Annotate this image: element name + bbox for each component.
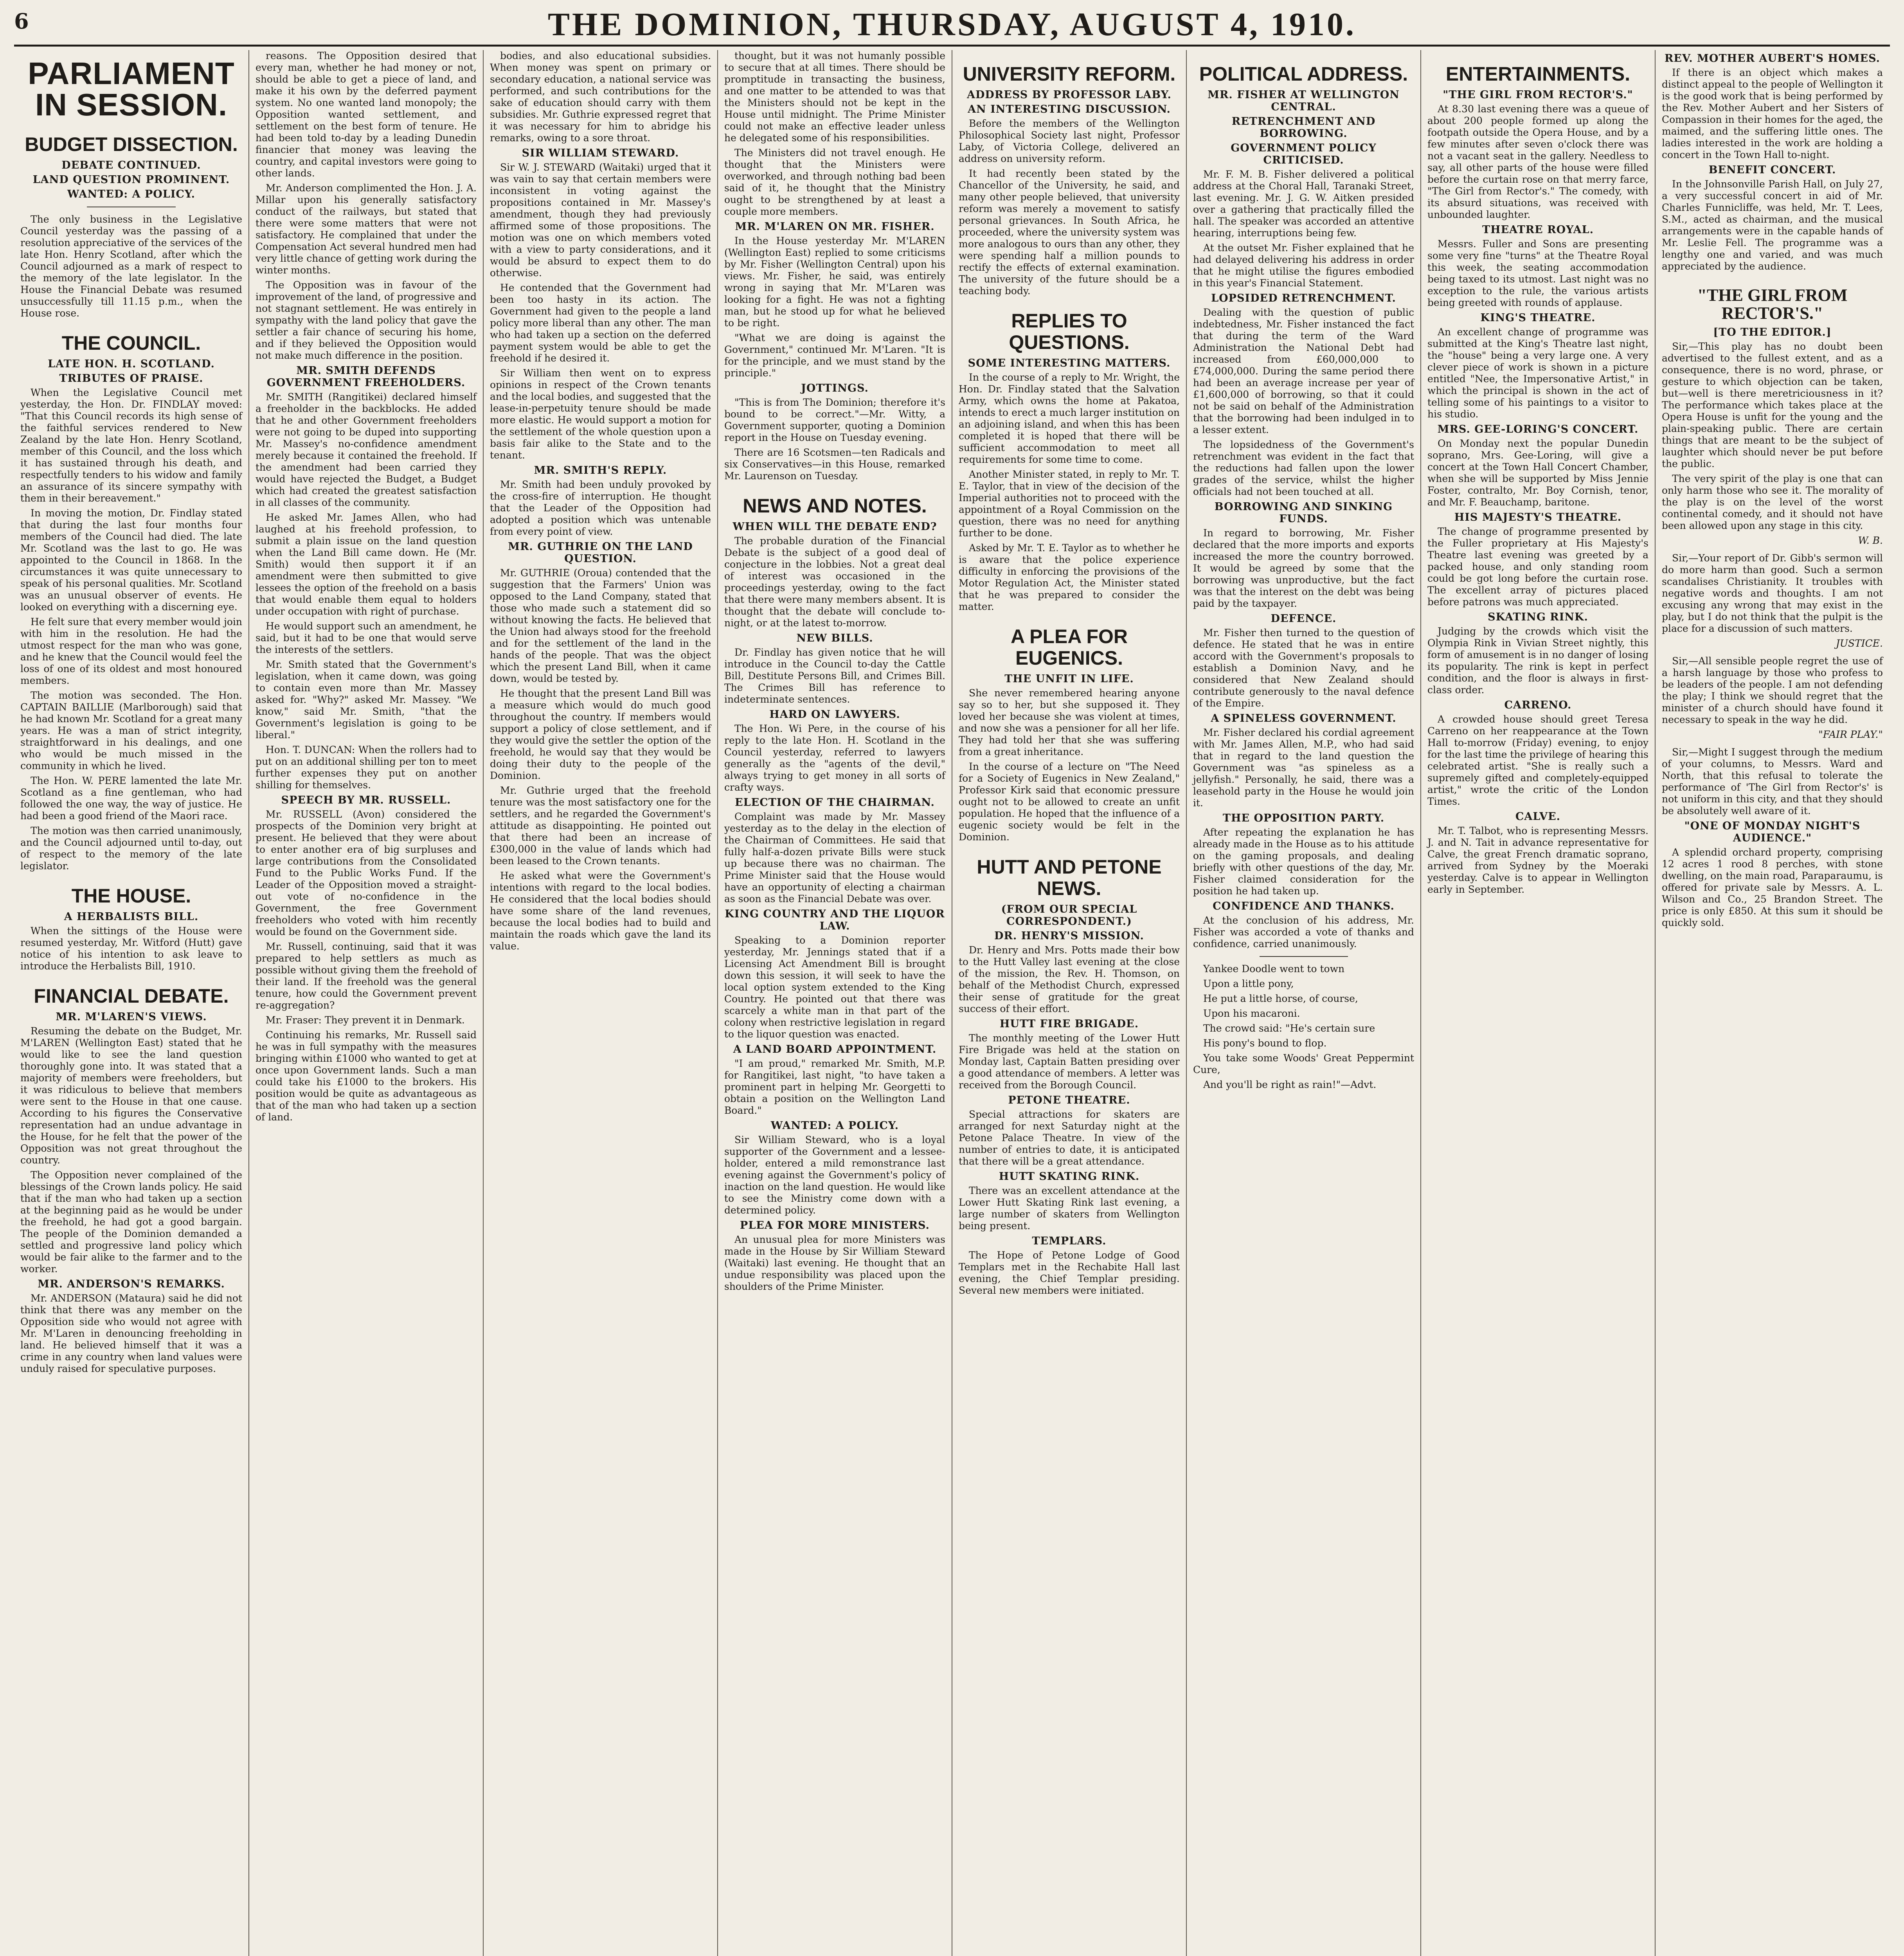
column-4 [717,50,952,1956]
article-paragraph: At the conclusion of his address, Mr. Fisher was accorded a vote of thanks and confidence, carried unanimously. [1193,915,1414,949]
article-paragraph: "What we are doing is against the Government," continued Mr. M'Laren. "It is for the principle, and we must stand by the principle." [724,332,945,379]
subheading: HUTT FIRE BRIGADE. [999,1018,1139,1030]
subheading: DR. HENRY'S MISSION. [994,930,1144,942]
article-paragraph: Another Minister stated, in reply to Mr. T. E. Taylor, that in view of the decision of the Imperial authorities not to proceed with the appointment of a Royal Commission on the question, there was no need for anything further to be done. [959,469,1180,539]
article-paragraph: Speaking to a Dominion reporter yesterday, Mr. Jennings stated that if a Licensing Act Amendment Bill is brought down this session, it will seek to have the local option system extended to the King Country. He pointed out that there was scarcely a white man in that part of the colony when restrictive legislation in regard to the liquor question was enacted. [724,935,945,1040]
column-2 [248,50,483,1956]
article-paragraph: Mr. Fraser: They prevent it in Denmark. [266,1014,465,1026]
article-paragraph: On Monday next the popular Dunedin soprano, Mrs. Gee-Loring, will give a concert at the Town Hall Concert Chamber, when she will be supported by Miss Jennie Foster, contralto, Mr. Boy Cornish, tenor, and Mr. F. Beauchamp, baritone. [1427,438,1648,508]
article-paragraph: If there is an object which makes a distinct appeal to the people of Wellington it is the good work that is being performed by the Rev. Mother Aubert and her Sisters of Compassion in their homes for the aged, the maimed, and the suffering little ones. The ladies interested in the work are holding a concert in the Town Hall to-night. [1662,67,1883,160]
article-paragraph: thought, but it was not humanly possible to secure that at all times. There should be promptitude in transacting the business, and one matter to be attended to was that the Ministers should not be kept in the House until midnight. The Prime Minister could not make an effective leader unless he delegated some of his responsibilities. [724,50,945,144]
column-8 [1655,50,1889,1956]
article-paragraph: Mr. Fisher then turned to the question of defence. He stated that he was in entire accord with the Government's proposals to establish a Dominion Navy, and he considered that New Zealand should contribute generously to the naval defence of the Empire. [1193,627,1414,709]
advert-line: He put a little horse, of course, [1203,993,1358,1004]
article-paragraph: The lopsidedness of the Government's retrenchment was evident in the fact that the reductions had fallen upon the lower grades of the service, whilst the higher officials had not been touched at all. [1193,439,1414,497]
subheading: PLEA FOR MORE MINISTERS. [740,1219,930,1231]
advert-line: His pony's bound to flop. [1203,1037,1327,1049]
article-paragraph: Dr. Henry and Mrs. Potts made their bow to the Hutt Valley last evening at the close of the mission, the Rev. H. Thomson, on behalf of the Methodist Church, expressed their sense of gratitude for the great success of their effort. [959,944,1180,1014]
subheading: MR. GUTHRIE ON THE LAND QUESTION. [508,541,693,565]
article-paragraph: Hon. T. DUNCAN: When the rollers had to put on an additional shilling per ton to meet further expenses they put on another shilling for themselves. [256,744,477,791]
article-paragraph: The Opposition was in favour of the improvement of the land, of progressive and not stagnant settlement. He was entirely in sympathy with the land policy that gave the settler a fair chance of securing his home, and if they believed the Opposition would not make much difference in the position. [256,279,477,361]
subheading: DEBATE CONTINUED. [61,159,201,171]
subheading: RETRENCHMENT AND BORROWING. [1231,115,1376,140]
article-paragraph: Dr. Findlay has given notice that he will introduce in the Council to-day the Cattle Bill, Destitute Persons Bill, and Crimes Bill. The Crimes Bill has reference to indeterminate sentences. [724,647,945,705]
article-paragraph: Mr. Russell, continuing, said that it was prepared to help settlers as much as possible without giving them the freehold of their land. If the freehold was the general tenure, how could the Government prevent re-aggregation? [256,941,477,1011]
subheading: TEMPLARS. [1032,1235,1107,1247]
article-paragraph: The Hon. W. PERE lamented the late Mr. Scotland as a fine gentleman, who had followed the one way, the way of justice. He had been a good friend of the Maori race. [20,775,242,822]
article-paragraph: "This is from The Dominion; therefore it's bound to be correct."—Mr. Witty, a Government supporter, quoting a Dominion report in the House on Tuesday evening. [724,397,945,443]
section-headline: UNIVERSITY REFORM. [963,63,1176,85]
article-paragraph: Mr. RUSSELL (Avon) considered the prospects of the Dominion very bright at present. He believed that they were about to enter another era of big surpluses and large contributions from the Consolidated Fund to the Public Works Fund. If the Leader of the Opposition moved a straight-out vote of no-confidence in the Government, the free Government freeholders who voted with him recently would be found on the Government side. [256,809,477,937]
subheading: BENEFIT CONCERT. [1708,164,1836,176]
article-paragraph: bodies, and also educational subsidies. When money was spent on primary or secondary education, a national service was performed, and such contributions for the sake of education should carry with them subsidies. Mr. Guthrie expressed regret that it was necessary for him to abridge his remarks, owing to a sore throat. [490,50,711,144]
subheading: A LAND BOARD APPOINTMENT. [733,1043,937,1055]
subheading: (FROM OUR SPECIAL CORRESPONDENT.) [1001,903,1137,928]
article-paragraph: An excellent change of programme was submitted at the King's Theatre last night, the "house" being a very large one. A very clever piece of work is shown in a picture entitled "Nee, the Impersonative Artist," in which the principal is shown in the act of telling some of his paintings to a visitor to his studio. [1427,326,1648,420]
article-paragraph: The Hon. Wi Pere, in the course of his reply to the late Hon. H. Scotland in the Council yesterday, referred to lawyers generally as the "agents of the devil," always trying to get money in all sorts of crafty ways. [724,723,945,793]
masthead [14,5,1890,47]
subheading: TRIBUTES OF PRAISE. [59,372,203,385]
subheading: A SPINELESS GOVERNMENT. [1211,712,1397,725]
article-paragraph: A splendid orchard property, comprising 12 acres 1 rood 8 perches, with stone dwelling, on the main road, Paraparaumu, is offered for private sale by Messrs. A. L. Wilson and Co., 25 Brandon Street. The price is only £850. At this sum it should be quickly sold. [1662,847,1883,929]
article-paragraph: In moving the motion, Dr. Findlay stated that during the last four months four members of the Council had died. The late Mr. Scotland was the last to go. He was appointed to the Council in 1868. In the circumstances it was quite unnecessary to speak of his personal qualities. Mr. Scotland was an unusual observer of events. He looked on everything with a discerning eye. [20,507,242,613]
section-headline: POLITICAL ADDRESS. [1199,63,1408,85]
section-headline: THE HOUSE. [71,885,191,907]
article-paragraph: The change of programme presented by the Fuller proprietary at His Majesty's Theatre last evening was greeted by a packed house, and only standing room could be got long before the curtain rose. The excellent array of pictures placed before patrons was much appreciated. [1427,526,1648,608]
subheading: WANTED: A POLICY. [67,188,196,200]
subheading: WHEN WILL THE DEBATE END? [732,521,937,533]
subheading: "ONE OF MONDAY NIGHT'S AUDIENCE." [1684,820,1861,845]
letters-headline: "THE GIRL FROM RECTOR'S." [1697,286,1848,323]
article-paragraph: Sir William then went on to express opinions in respect of the Crown tenants and the local bodies, and suggested that the lease-in-perpetuity tenure should be made more elastic. He would support a motion for the settlement of the whole question upon a basis fair alike to the State and to the tenant. [490,367,711,461]
newspaper-title: THE DOMINION, THURSDAY, AUGUST 4, 1910. [547,6,1357,43]
letter-signature: W. B. [1858,535,1883,547]
subheading: KING COUNTRY AND THE LIQUOR LAW. [725,908,945,932]
subheading: JOTTINGS. [801,382,869,394]
article-paragraph: Continuing his remarks, Mr. Russell said he was in full sympathy with the measures bringing within £1000 who wanted to get at once upon Government lands. Such a man could take his £1000 to the brokers. His position would be quite as advantageous as that of the man who had taken up a section of land. [256,1029,477,1123]
article-paragraph: Mr. Anderson complimented the Hon. J. A. Millar upon his generally satisfactory conduct of the railways, but stated that there were some matters that were not satisfactory. He complained that under the Compensation Act several hundred men had very little chance of getting work during the winter months. [256,182,477,276]
column-7 [1420,50,1655,1956]
article-paragraph: He thought that the present Land Bill was a measure which would do much good throughout the country. If members would support a policy of close settlement, and if they would give the settler the option of the freehold, he would say that they would be doing their duty to the people of the Dominion. [490,688,711,781]
section-headline: THE COUNCIL. [61,332,201,354]
advert-line: Upon his macaroni. [1203,1008,1300,1019]
article-paragraph: At the outset Mr. Fisher explained that he had delayed delivering his address in order that he might utilise the figures embodied in this year's Financial Statement. [1193,242,1414,289]
section-headline: FINANCIAL DEBATE. [34,985,229,1007]
subheading: LAND QUESTION PROMINENT. [32,174,230,186]
subheading: MR. M'LAREN ON MR. FISHER. [735,221,935,233]
subheading: A HERBALISTS BILL. [64,911,199,923]
article-paragraph: Mr. Smith stated that the Government's legislation, when it came down, was going to contain even more than Mr. Massey asked for. "Why?" asked Mr. Massey. "We know," said Mr. Smith, "that the Government's legislation is going to be liberal." [256,659,477,741]
article-paragraph: Mr. T. Talbot, who is representing Messrs. J. and N. Tait in advance representative for Calve, the great French dramatic soprano, arrived from Sydney by the Moeraki yesterday. Calve is to appear in Wellington early in September. [1427,825,1648,895]
article-paragraph: The only business in the Legislative Council yesterday was the passing of a resolution appreciative of the services of the late Hon. Henry Scotland, after which the Council adjourned as a mark of respect to the memory of the late legislator. In the House the Financial Debate was resumed unsuccessfully till 11.15 p.m., when the House rose. [20,214,242,319]
subheading: AN INTERESTING DISCUSSION. [968,103,1171,115]
article-paragraph: Mr. Fisher declared his cordial agreement with Mr. James Allen, M.P., who had said that in regard to the land question the Government was "as spineless as a jellyfish." Personally, he said, there was a leasehold party in the House he would join it. [1193,727,1414,809]
section-headline: NEWS AND NOTES. [743,495,927,517]
subheading: DEFENCE. [1271,613,1337,625]
article-paragraph: Mr. F. M. B. Fisher delivered a political address at the Choral Hall, Taranaki Street, last evening. Mr. J. G. W. Aitken presided over a gathering that practically filled the hall. The speaker was accorded an attentive hearing, interruptions being few. [1193,169,1414,239]
article-paragraph: There was an excellent attendance at the Lower Hutt Skating Rink last evening, a large number of skaters from Wellington being present. [959,1185,1180,1231]
article-paragraph: Before the members of the Wellington Philosophical Society last night, Professor Laby, of Victoria College, delivered an address on university reform. [959,118,1180,164]
subheading: GOVERNMENT POLICY CRITICISED. [1231,142,1377,166]
article-paragraph: Mr. SMITH (Rangitikei) declared himself a freeholder in the backblocks. He added that he and other Government freeholders were not going to be duped into supporting Mr. Massey's no-confidence amendment merely because it contained the freehold. If the amendment had been carried they would have rejected the Budget, a Budget which had created the greatest satisfaction in all classes of the community. [256,391,477,508]
column-3 [483,50,717,1956]
subheading: HUTT SKATING RINK. [999,1170,1140,1183]
column-6 [1186,50,1420,1956]
article-paragraph: Special attractions for skaters are arranged for next Saturday night at the Petone Palace Theatre. In view of the number of entries to date, it is anticipated that there will be a great attendance. [959,1109,1180,1167]
letter-paragraph: The very spirit of the play is one that can only harm those who see it. The morality of the play is on the level of the worst continental comedy, and it should not have been allowed upon any stage in this city. [1662,473,1883,532]
article-paragraph: reasons. The Opposition desired that every man, whether he had money or not, should be able to get a piece of land, and make it his own by the deferred payment system. No one wanted land monopoly; the Opposition wanted settlement, and settlement on the best form of tenure. He had been told to-day by a leading Dunedin financier that money was leaving the country, and capital investors were going to other lands. [256,50,477,179]
banner-headline: PARLIAMENT IN SESSION. [28,56,235,122]
article-paragraph: At 8.30 last evening there was a queue of about 200 people formed up along the footpath outside the Opera House, and by a few minutes after seven o'clock there was not a vacant seat in the gallery. Needless to say, all other parts of the house were filled before the curtain rose on that merry farce, "The Girl from Rector's." The comedy, with its absurd situations, was received with unbounded laughter. [1427,103,1648,220]
article-paragraph: Dealing with the question of public indebtedness, Mr. Fisher instanced the fact that during the term of the Ward Administration the National Debt had increased from £60,000,000 to £74,000,000. During the same period there had been an average increase per year of £1,600,000 of borrowing, so that it could not be said on behalf of the Administration that the borrowing had been indulged in to a lesser extent. [1193,307,1414,435]
article-paragraph: An unusual plea for more Ministers was made in the House by Sir William Steward (Waitaki) last evening. He thought that an undue responsibility was placed upon the shoulders of the Prime Minister. [724,1234,945,1292]
section-headline: A PLEA FOR EUGENICS. [1010,626,1128,669]
subheading: THE OPPOSITION PARTY. [1222,812,1385,824]
subheading: HIS MAJESTY'S THEATRE. [1454,511,1622,523]
advert-line: The crowd said: "He's certain sure [1203,1023,1375,1034]
advert-line: Yankee Doodle went to town [1203,963,1345,974]
subheading: CONFIDENCE AND THANKS. [1213,900,1395,912]
article-paragraph: He asked Mr. James Allen, who had laughed at his freehold profession, to submit a plain issue on the land question when the Land Bill came down. He (Mr. Smith) would then support it if an amendment were then submitted to give lessees the option of the freehold on a basis that would enable them equal to holders under occupation with right of purchase. [256,512,477,617]
subheading: SKATING RINK. [1488,611,1588,623]
article-paragraph: Sir William Steward, who is a loyal supporter of the Government and a lessee-holder, entered a mild remonstrance last evening against the Government's policy of inaction on the land question. He would like to see the Ministry come down with a determined policy. [724,1134,945,1216]
article-paragraph: Mr. GUTHRIE (Oroua) contended that the suggestion that the Farmers' Union was opposed to the Land Company, stated that those who made such a statement did so without knowing the facts. He believed that the Union had always stood for the freehold and for the settlement of the land in the hands of the people. That was the object which the present Land Bill, when it came down, would be tested by. [490,567,711,684]
article-paragraph: In the course of a reply to Mr. Wright, the Hon. Dr. Findlay stated that the Salvation Army, which owns the home at Pakatoa, intends to erect a much larger institution on an adjoining island, and when this has been completed it is hoped that there will be sufficient accommodation to meet all requirements for some time to come. [959,372,1180,465]
subheading: KING'S THEATRE. [1480,312,1596,324]
column-1 [14,50,248,1956]
article-paragraph: She never remembered hearing anyone say so to her, but she supposed it. They loved her because she was violent at times, and now she was a pensioner for all her life. They had told her that she was suffering from a great inheritance. [959,687,1180,757]
section-headline: ENTERTAINMENTS. [1445,63,1630,85]
article-paragraph: Mr. Guthrie urged that the freehold tenure was the most satisfactory one for the settlers, and he regarded the Government's attitude as disappointing. He pointed out that there had been an increase of £300,000 in the value of lands which had been leased to the Crown tenants. [490,785,711,867]
subheading: HARD ON LAWYERS. [769,708,900,721]
article-paragraph: In the Johnsonville Parish Hall, on July 27, a very successful concert in aid of Mr. Charles Funnicliffe, was held, Mr. T. Lees, S.M., acted as chairman, and the musical arrangements were in the capable hands of Mr. Leslie Fell. The programme was a lengthy one and varied, and was much appreciated by the audience. [1662,178,1883,272]
letter-paragraph: Sir,—Might I suggest through the medium of your columns, to Messrs. Ward and North, that this refusal to tolerate the performance of 'The Girl from Rector's' is not uniform in this city, and that they should be absolutely well aware of it. [1662,746,1883,817]
section-headline: BUDGET DISSECTION. [25,133,238,155]
subheading: BORROWING AND SINKING FUNDS. [1214,501,1393,525]
article-paragraph: The motion was then carried unanimously, and the Council adjourned until to-day, out of respect to the memory of the late legislator. [20,825,242,872]
article-paragraph: In the course of a lecture on "The Need for a Society of Eugenics in New Zealand," Professor Kirk said that economic pressure ought not to be allowed to create an unfit population. He hoped that the influence of a eugenic society would be felt in the Dominion. [959,761,1180,843]
article-paragraph: It had recently been stated by the Chancellor of the University, he said, and many other people believed, that university reform was merely a movement to satisfy personal grievances. In South Africa, he proceeded, where the university system was more analogous to ours than any other, they were spending half a million pounds to rectify the effects of external examination. The university of the future should be a teaching body. [959,168,1180,297]
subheading: "THE GIRL FROM RECTOR'S." [1443,89,1633,101]
article-paragraph: Sir W. J. STEWARD (Waitaki) urged that it was vain to say that certain members were inconsistent in voting against the propositions contained in Mr. Massey's amendment, though they had previously affirmed some of those propositions. The motion was one on which members voted with a view to party considerations, and it would be absurd to expect them to do otherwise. [490,162,711,279]
article-paragraph: He contended that the Government had been too hasty in its action. The Government had given to the people a land policy more liberal than any other. The man who had taken up a section on the deferred payment system would be able to get the freehold if he desired it. [490,282,711,364]
article-paragraph: Resuming the debate on the Budget, Mr. M'LAREN (Wellington East) stated that he would like to see the land question thoroughly gone into. It was stated that a majority of members were freeholders, but it was ridiculous to believe that members were sent to the House in that one cause. According to his figures the Conservative representation had an undue advantage in the House, for he felt that the power of the Opposition was not great throughout the country. [20,1025,242,1166]
subheading: CALVE. [1515,811,1561,823]
article-paragraph: The probable duration of the Financial Debate is the subject of a good deal of conjecture in the lobbies. Not a great deal of interest was occasioned in the proceedings yesterday, owing to the fact that there were many members absent. It is thought that the debate will conclude to-night, or at the latest to-morrow. [724,535,945,629]
article-paragraph: After repeating the explanation he has already made in the House as to his attitude on the gaming proposals, and dealing briefly with other questions of the day, Mr. Fisher claimed consideration for the position he had taken up. [1193,827,1414,897]
article-paragraph: The motion was seconded. The Hon. CAPTAIN BAILLIE (Marlborough) said that he had known Mr. Scotland for a great many years. He was a man of strict integrity, straightforward in his dealings, and one who would be much missed in the community in which he lived. [20,690,242,771]
subheading: NEW BILLS. [796,632,873,644]
article-paragraph: The Hope of Petone Lodge of Good Templars met in the Rechabite Hall last evening, the Chief Templar presiding. Several new members were initiated. [959,1249,1180,1296]
article-paragraph: The Opposition never complained of the blessings of the Crown lands policy. He said that if the man who had taken up a section at the beginning paid as he would be under the freehold, he had got a good bargain. The people of the Dominion demanded a settled and progressive land policy which would be fair alike to the farmer and to the worker. [20,1169,242,1275]
article-paragraph: There are 16 Scotsmen—ten Radicals and six Conservatives—in this House, remarked Mr. Laurenson on Tuesday. [724,447,945,482]
subheading: REV. MOTHER AUBERT'S HOMES. [1664,52,1881,65]
subheading: SOME INTERESTING MATTERS. [968,357,1171,369]
subheading: ADDRESS BY PROFESSOR LABY. [967,89,1172,101]
subheading: ELECTION OF THE CHAIRMAN. [735,796,935,809]
section-headline: REPLIES TO QUESTIONS. [1009,310,1130,353]
article-paragraph: He felt sure that every member would join with him in the resolution. He had the utmost respect for the man who was gone, and he knew that the Council would feel the loss of one of its oldest and most honoured members. [20,616,242,686]
article-paragraph: Mr. ANDERSON (Mataura) said he did not think that there was any member on the Opposition side who would not agree with Mr. M'Laren in denouncing freeholding in land. He believed himself that it was a crime in any country when land values were unduly raised for speculative purposes. [20,1293,242,1374]
letter-signature: "FAIR PLAY." [1818,729,1883,741]
article-paragraph: Complaint was made by Mr. Massey yesterday as to the delay in the election of the Chairman of Committees. He said that fully half-a-dozen private Bills were stuck up because there was no chairman. The Prime Minister said that the House would have an opportunity of electing a chairman as soon as the Financial Debate was over. [724,811,945,904]
subheading: LOPSIDED RETRENCHMENT. [1211,292,1396,304]
column-5 [952,50,1186,1956]
article-paragraph: "I am proud," remarked Mr. Smith, M.P. for Rangitikei, last night, "to have taken a prominent part in helping Mr. Georgetti to obtain a position on the Wellington Land Board." [724,1058,945,1116]
subheading: MR. SMITH DEFENDS GOVERNMENT FREEHOLDERS. [266,365,466,389]
article-paragraph: When the Legislative Council met yesterday, the Hon. Dr. FINDLAY moved: "That this Council records its high sense of the faithful services rendered to New Zealand by the late Hon. Henry Scotland, member of this Council, and the loss which it has sustained through his death, and respectfully tenders to his widow and family an assurance of its sincere sympathy with them in their bereavement." [20,387,242,504]
subheading: MR. M'LAREN'S VIEWS. [56,1011,207,1023]
subheading: MR. FISHER AT WELLINGTON CENTRAL. [1208,89,1400,113]
page-columns [14,50,1890,1956]
article-paragraph: The Ministers did not travel enough. He thought that the Ministers were overworked, and through nothing bad been said of it, he thought that the Ministry ought to be strengthened by at least a couple more members. [724,147,945,217]
article-paragraph: The monthly meeting of the Lower Hutt Fire Brigade was held at the station on Monday last, Captain Batten presiding over a good attendance of members. A letter was received from the Borough Council. [959,1032,1180,1091]
letter-signature: JUSTICE. [1836,638,1883,649]
article-paragraph: He asked what were the Government's intentions with regard to the local bodies. He considered that the local bodies should have some share of the land revenues, because the local bodies had to build and maintain the roads which gave the land its value. [490,870,711,952]
subheading: WANTED: A POLICY. [770,1120,899,1132]
page-number: 6 [14,9,29,34]
subheading: PETONE THEATRE. [1008,1094,1130,1106]
article-paragraph: He would support such an amendment, he said, but it had to be one that would serve the interests of the settlers. [256,620,477,655]
article-paragraph: Mr. Smith had been unduly provoked by the cross-fire of interruption. He thought that the Leader of the Opposition had adopted a position which was untenable from every point of view. [490,479,711,537]
letter-paragraph: Sir,—Your report of Dr. Gibb's sermon will do more harm than good. Such a sermon scandalises Christianity. It troubles with negative words and thoughts. I am not excusing any wrong that may exist in the play, but I do not think that the pulpit is the place for a discussion of such matters. [1662,552,1883,635]
subheading: [TO THE EDITOR.] [1713,326,1832,339]
article-paragraph: Messrs. Fuller and Sons are presenting some very fine "turns" at the Theatre Royal this week, the seating accommodation being taxed to its utmost. Last night was no exception to the rule, the various artists being greeted with rounds of applause. [1427,238,1648,308]
subheading: THE UNFIT IN LIFE. [1004,673,1134,685]
subheading: MRS. GEE-LORING'S CONCERT. [1437,423,1639,435]
subheading: SPEECH BY MR. RUSSELL. [281,794,451,806]
section-headline: HUTT AND PETONE NEWS. [977,856,1162,899]
article-paragraph: In the House yesterday Mr. M'LAREN (Wellington East) replied to some criticisms by Mr. Fisher (Wellington Central) upon his views. Mr. Fisher, he said, was entirely wrong in saying that Mr. M'Laren was looking for a fight. He was not a fighting man, but he stood up for what he believed to be right. [724,235,945,329]
advert-line: And you'll be right as rain!"—Advt. [1203,1079,1377,1090]
article-paragraph: Judging by the crowds which visit the Olympia Rink in Vivian Street nightly, this form of amusement is in no danger of losing its popularity. The rink is kept in perfect condition, and the floor is always in first-class order. [1427,626,1648,696]
article-paragraph: In regard to borrowing, Mr. Fisher declared that the more imports and exports increased the more the country borrowed. It would be agreed by some that the borrowing was unproductive, but the fact was that the interest on the debt was being paid by the taxpayer. [1193,527,1414,609]
letter-paragraph: Sir,—All sensible people regret the use of a harsh language by those who profess to be leaders of the people. I am not defending the play; I think we should regret that the minister of a church should have found it necessary to speak in the way he did. [1662,655,1883,726]
subheading: MR. SMITH'S REPLY. [534,464,667,476]
subheading: LATE HON. H. SCOTLAND. [48,358,215,370]
article-paragraph: When the sittings of the House were resumed yesterday, Mr. Witford (Hutt) gave notice of his intention to ask leave to introduce the Herbalists Bill, 1910. [20,925,242,972]
advert-line: Upon a little pony, [1203,978,1294,989]
article-paragraph: Asked by Mr. T. E. Taylor as to whether he is aware that the police experience difficulty in enforcing the provisions of the Motor Regulation Act, the Minister stated that he was prepared to consider the matter. [959,542,1180,612]
subheading: CARRENO. [1504,699,1572,711]
letter-paragraph: Sir,—This play has no doubt been advertised to the fullest extent, and as a consequence, there is no word, phrase, or gesture to which objection can be taken, but—well is there meretriciousness in it? The performance which takes place at the Opera House is unfit for the young and the plain-speaking public. There are certain things that are meant to be the subject of laughter which should never be put before the public. [1662,341,1883,470]
article-paragraph: A crowded house should greet Teresa Carreno on her reappearance at the Town Hall to-morrow (Friday) evening, to enjoy for the last time the privilege of hearing this celebrated artist. "She is really such a supremely gifted and completely-equipped artist," wrote the critic of the London Times. [1427,714,1648,807]
subheading: MR. ANDERSON'S REMARKS. [38,1278,225,1290]
advert-line: You take some Woods' Great Peppermint Cure, [1193,1052,1414,1075]
divider [1260,956,1348,957]
subheading: THEATRE ROYAL. [1482,224,1594,236]
subheading: SIR WILLIAM STEWARD. [522,147,679,159]
